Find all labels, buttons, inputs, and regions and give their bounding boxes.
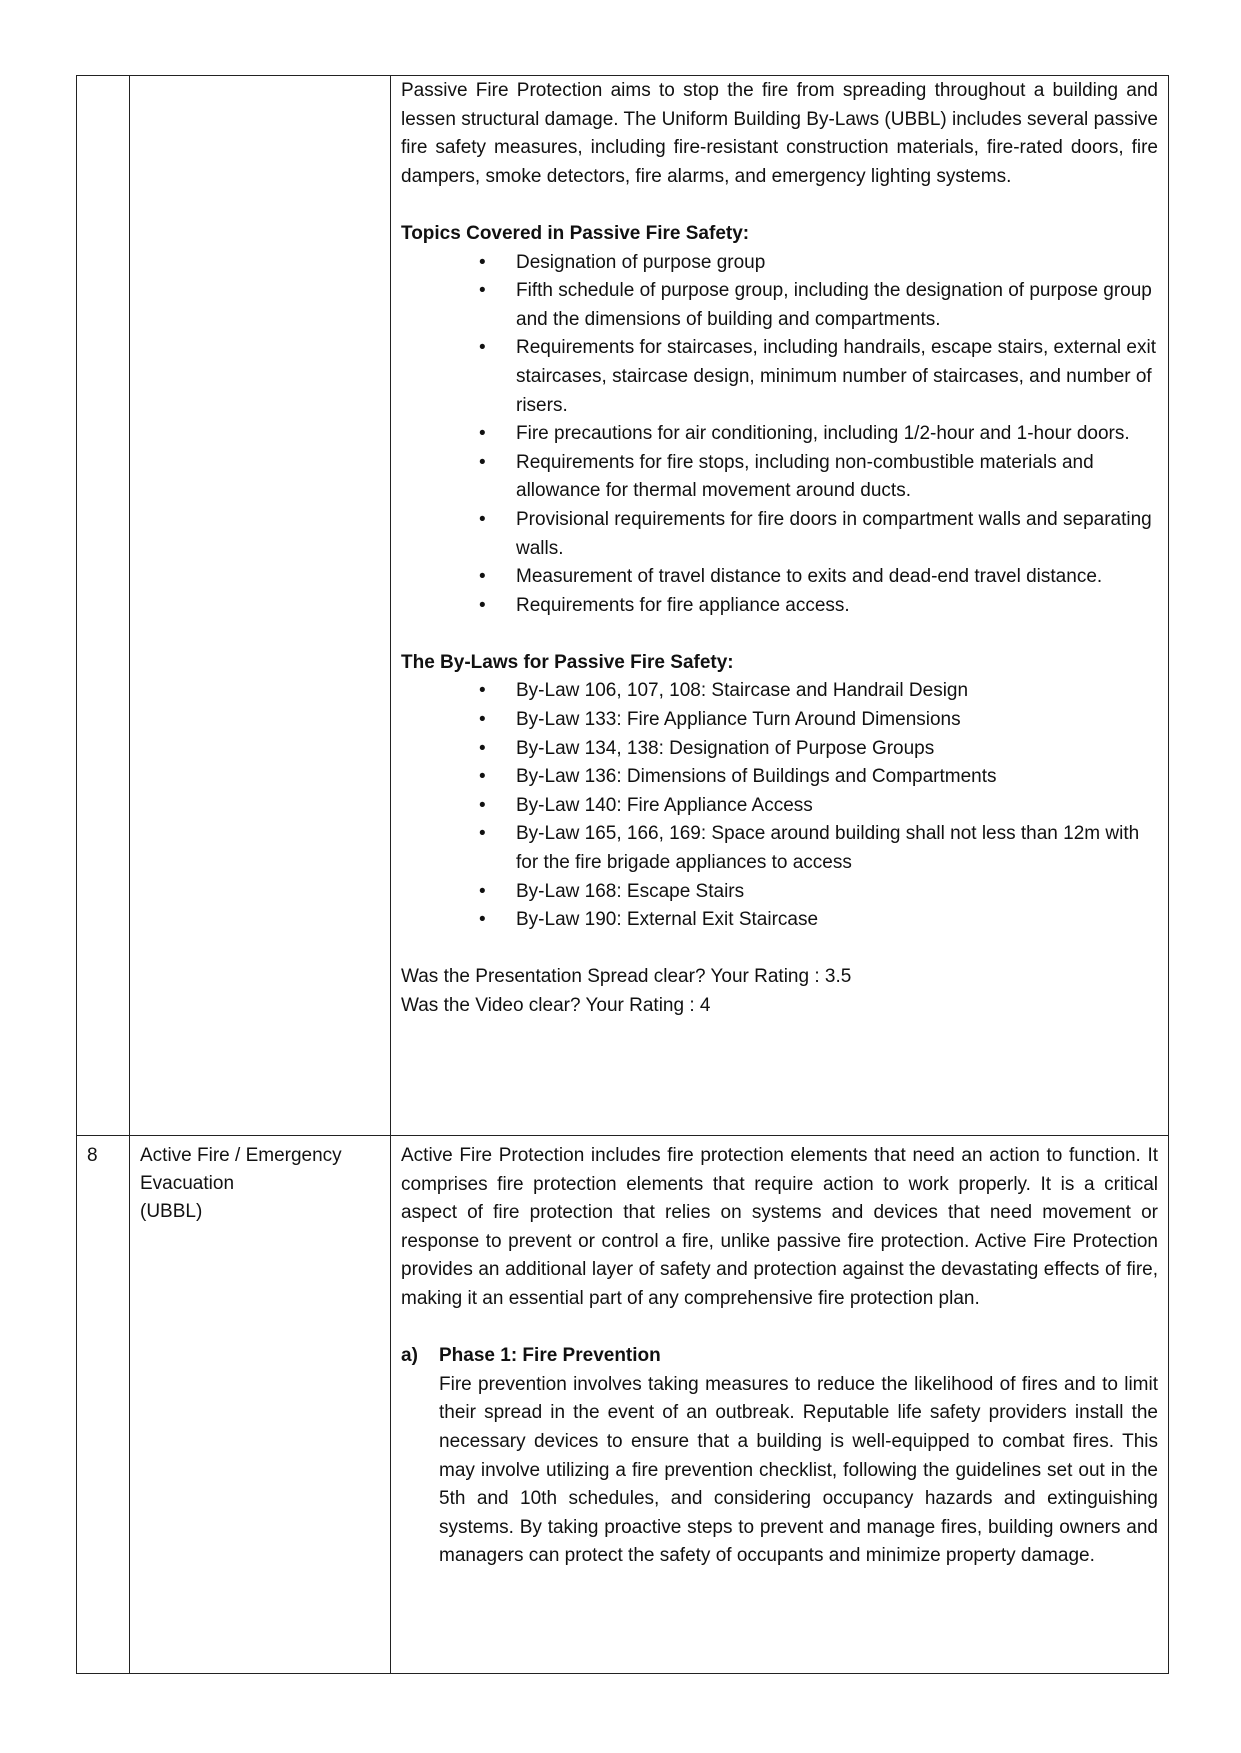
- video-rating: Was the Video clear? Your Rating : 4: [401, 995, 711, 1016]
- list-item: • By-Law 134, 138: Designation of Purpose Groups: [516, 735, 1158, 764]
- row-number: 8: [87, 1145, 98, 1166]
- list-item: • By-Law 136: Dimensions of Buildings and Compartments: [516, 763, 1158, 792]
- row-topic-cell: [130, 1136, 391, 1674]
- list-item: • Requirements for staircases, including handrails, escape stairs, external exit staircases, staircase design, minimum number of staircases, and number of risers.: [516, 334, 1158, 420]
- list-item: • Fire precautions for air conditioning, including 1/2-hour and 1-hour doors.: [516, 420, 1158, 449]
- list-item: • Provisional requirements for fire doors in compartment walls and separating walls.: [516, 506, 1158, 563]
- list-item: • By-Law 190: External Exit Staircase: [516, 906, 1158, 935]
- list-item: • By-Law 133: Fire Appliance Turn Around Dimensions: [516, 706, 1158, 735]
- list-item: • Requirements for fire appliance access.: [516, 592, 1158, 621]
- topic-line: Active Fire / Emergency: [140, 1145, 342, 1166]
- bylaws-list: [401, 677, 1158, 934]
- list-item: • Measurement of travel distance to exits and dead-end travel distance.: [516, 563, 1158, 592]
- table-row-passive-fire: [77, 76, 1169, 1136]
- row-topic-cell: [130, 76, 391, 1136]
- topic-line: Evacuation: [140, 1173, 235, 1194]
- presentation-rating: Was the Presentation Spread clear? Your Rating : 3.5: [401, 966, 852, 988]
- row-number-cell: [77, 1136, 130, 1674]
- row-content-cell: [391, 1136, 1169, 1674]
- table-row-active-fire: [77, 1136, 1169, 1674]
- list-item: • By-Law 106, 107, 108: Staircase and Handrail Design: [516, 677, 1158, 706]
- passive-fire-intro: Passive Fire Protection aims to stop the fire from spreading throughout a building and lessen structural damage. The Uniform Building By-Laws (UBBL) includes several passive fire safety measures, including fire-resistant construction materials, fire-rated doors, fire dampers, smoke detectors, fire alarms, and emergency lighting systems.: [401, 80, 1158, 187]
- phase-marker: a): [401, 1345, 418, 1367]
- list-item: • Designation of purpose group: [516, 249, 1158, 278]
- topic-line: (UBBL): [140, 1201, 203, 1222]
- phase-text: Fire prevention involves taking measures to reduce the likelihood of fires and to limit their spread in the event of an outbreak. Reputable life safety providers install the necessary devices to ensure that a building is well-equipped to combat fires. This may involve utilizing a fire prevention checklist, following the guidelines set out in the 5th and 10th schedules, and considering occupancy hazards and extinguishing systems. By taking proactive steps to prevent and manage fires, building owners and managers can protect the safety of occupants and minimize property damage.: [439, 1373, 1158, 1567]
- topics-list: [401, 249, 1158, 621]
- course-content-table: [76, 75, 1169, 1674]
- row-topic: [130, 1136, 390, 1226]
- list-item: • By-Law 140: Fire Appliance Access: [516, 792, 1158, 821]
- list-item: • Requirements for fire stops, including non-combustible materials and allowance for thermal movement around ducts.: [516, 449, 1158, 506]
- list-item: • By-Law 165, 166, 169: Space around building shall not less than 12m with for the fire brigade appliances to access: [516, 820, 1158, 877]
- topics-heading: Topics Covered in Passive Fire Safety:: [401, 222, 750, 244]
- phase-title: Phase 1: Fire Prevention: [439, 1345, 661, 1367]
- list-item: • Fifth schedule of purpose group, including the designation of purpose group and the dimensions of building and compartments.: [516, 277, 1158, 334]
- row-content-cell: [391, 76, 1169, 1136]
- bylaws-heading: The By-Laws for Passive Fire Safety:: [401, 651, 734, 673]
- active-fire-intro: Active Fire Protection includes fire protection elements that need an action to function. It comprises fire protection elements that require action to work properly. It is a critical aspect of fire protection that relies on systems and devices that need movement or response to prevent or control a fire, unlike passive fire protection. Active Fire Protection provides an additional layer of safety and protection against the devastating effects of fire, making it an essential part of any comprehensive fire protection plan.: [401, 1145, 1158, 1309]
- row-number-cell: [77, 76, 130, 1136]
- phase-section: [401, 1342, 1158, 1571]
- list-item: • By-Law 168: Escape Stairs: [516, 878, 1158, 907]
